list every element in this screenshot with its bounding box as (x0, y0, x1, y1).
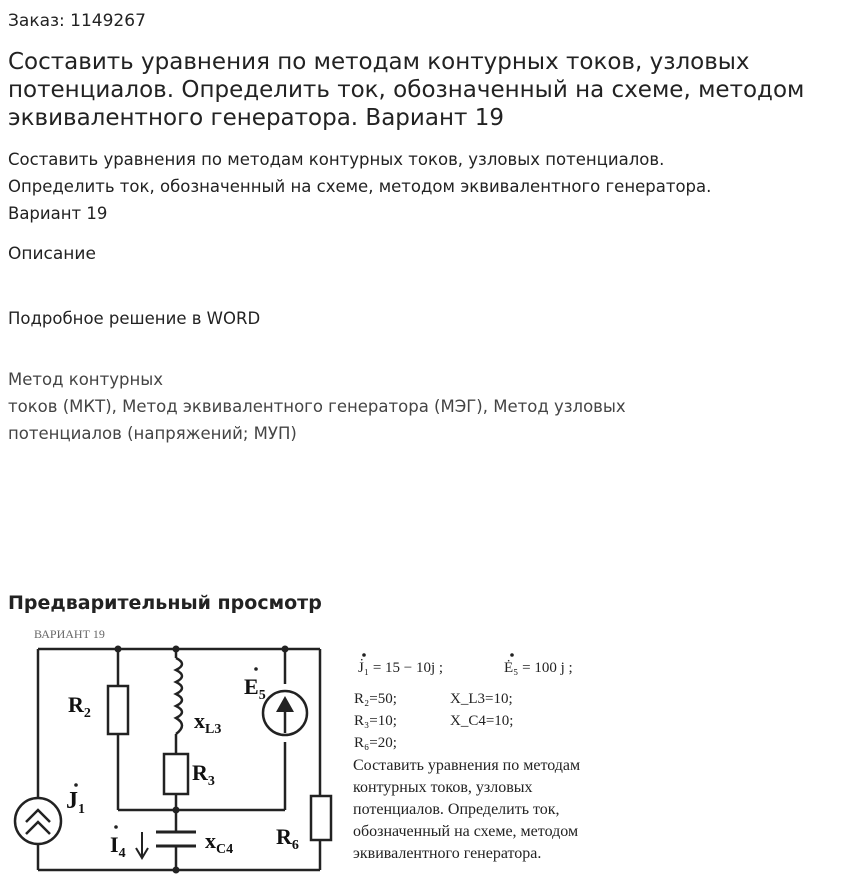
param-xl3: X_L3=10; (450, 691, 513, 707)
inductor-l3 (176, 658, 182, 734)
preview-image (0, 620, 847, 885)
description-line: Вариант 19 (8, 204, 108, 223)
description-line: Составить уравнения по методам контурных токов, узловых потенциалов. (8, 150, 665, 169)
svg-text:xC4: $x_{C4}$ (205, 828, 234, 857)
parameters (354, 659, 573, 751)
r2-resistor (108, 686, 128, 734)
methods-line: потенциалов (напряжений; МУП) (8, 424, 297, 443)
e5-source (263, 691, 307, 735)
page-title: Составить уравнения по методам контурных токов, узловых потенциалов. Определить ток, обозначенный на схеме, методом эквивалентного генератора. Вариант 19 (8, 49, 805, 131)
task-line: потенциалов. Определить ток, (353, 801, 560, 818)
task-text (353, 757, 580, 862)
param-r6: R₆=20; (354, 735, 397, 751)
param-r3: R₃=10; (354, 713, 397, 729)
i4-arrow-icon (136, 832, 148, 858)
order-number: Заказ: 1149267 (8, 11, 146, 31)
svg-text:J1: $J_1$ (66, 788, 85, 817)
circuit-scan (0, 620, 847, 885)
variant-label: ВАРИАНТ 19 (34, 627, 105, 641)
description-line: Определить ток, обозначенный на схеме, методом эквивалентного генератора. (8, 177, 712, 196)
param-e5: Ė₅ = 100 j ; (504, 660, 573, 676)
svg-text:R3: $R_3$ (192, 760, 215, 789)
methods-list (8, 366, 626, 447)
methods-line: токов (МКТ), Метод эквивалентного генератора (МЭГ), Метод узловых (8, 397, 626, 416)
task-line: эквивалентного генератора. (353, 845, 542, 862)
task-line: контурных токов, узловых (353, 779, 533, 796)
svg-text:I4: $I_4$ (110, 832, 126, 861)
description (8, 146, 838, 227)
methods-line: Метод контурных (8, 370, 164, 389)
j1-current-source (15, 798, 61, 844)
capacitor-c4 (156, 832, 196, 846)
task-line: Составить уравнения по методам (353, 757, 581, 774)
svg-text:E5: $E_5$ (244, 674, 266, 703)
description-heading: Описание (8, 244, 96, 264)
r6-resistor (311, 796, 331, 840)
solution-note: Подробное решение в WORD (8, 309, 261, 328)
svg-text:R6: $R_6$ (276, 824, 299, 853)
param-j1: J̇₁ = 15 − 10j ; (358, 660, 444, 676)
svg-text:R2: $R_2$ (68, 692, 91, 721)
r3-resistor (164, 754, 188, 794)
param-r2: R₂=50; (354, 691, 397, 707)
preview-heading: Предварительный просмотр (8, 592, 322, 614)
svg-text:xL3: $x_{L3}$ (194, 708, 222, 737)
param-xc4: X_C4=10; (450, 713, 514, 729)
task-line: обозначенный на схеме, методом (353, 823, 579, 840)
